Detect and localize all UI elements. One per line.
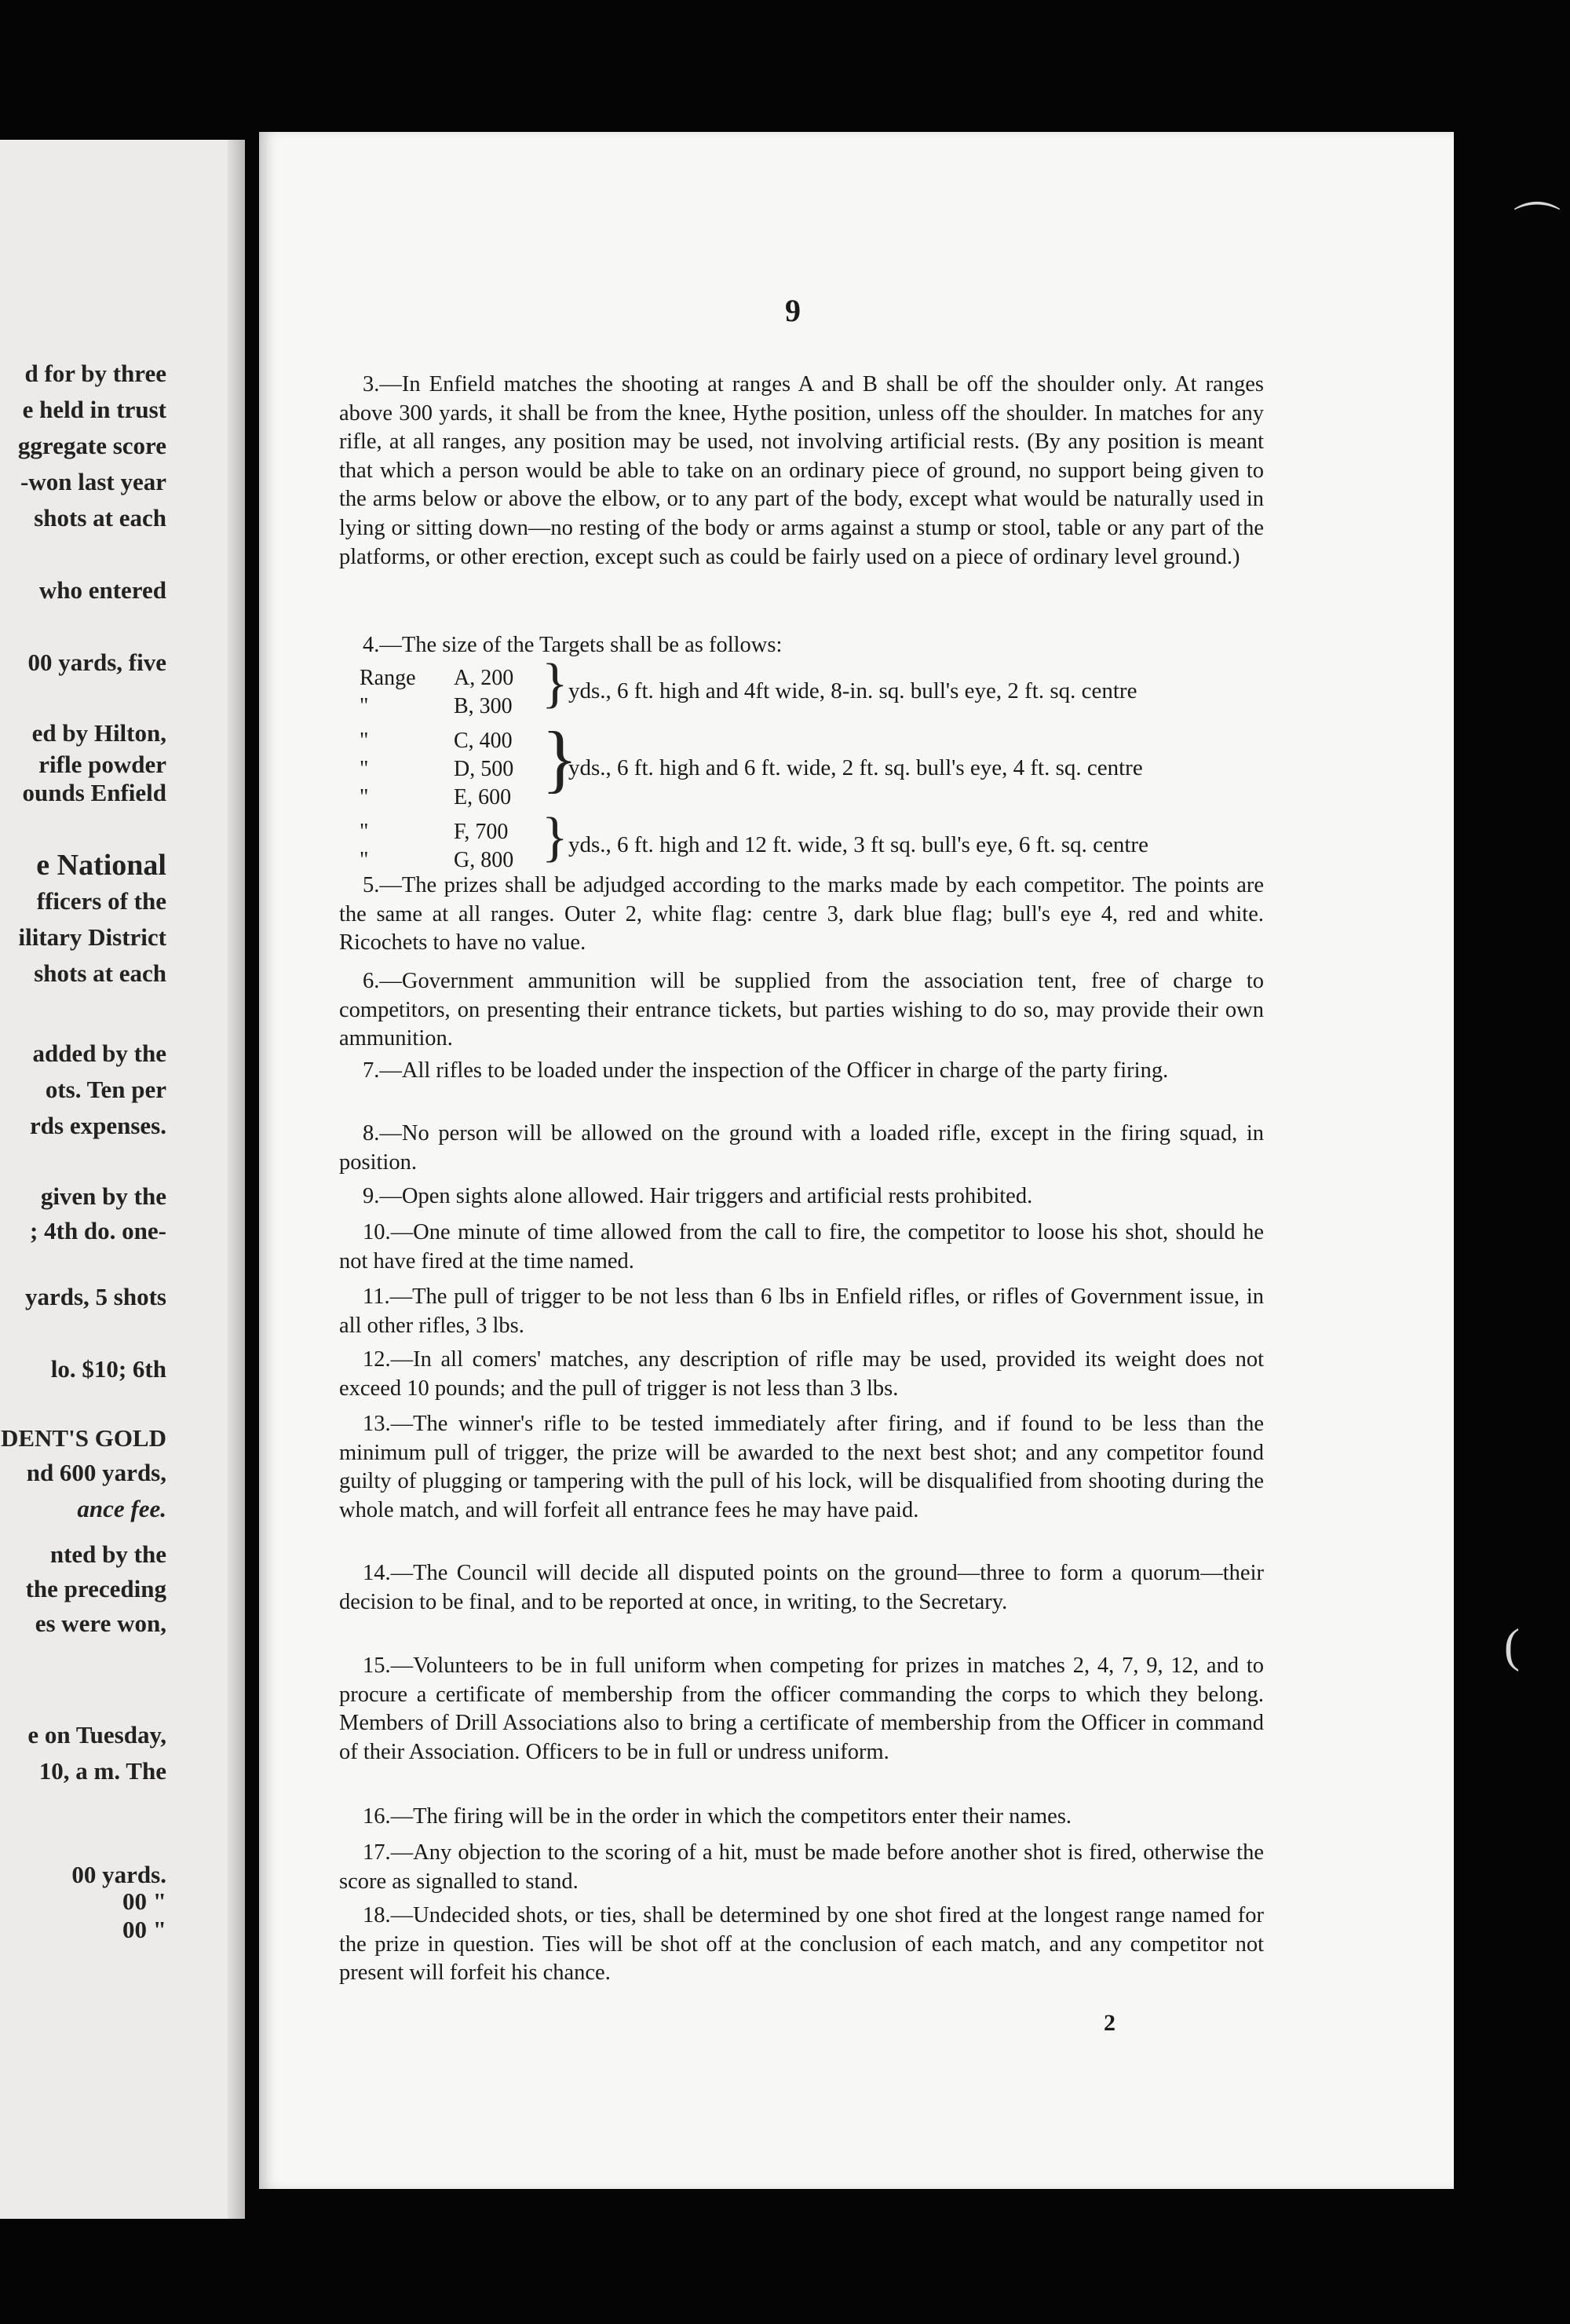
- range-label: ": [360, 694, 369, 718]
- left-page-line: nted by the: [49, 1540, 166, 1568]
- range-target-description: yds., 6 ft. high and 12 ft. wide, 3 ft sq. bull's eye, 6 ft. sq. centre: [568, 832, 1148, 857]
- left-page-line: lo. $10; 6th: [50, 1355, 166, 1383]
- rule-paragraph: 5.—The prizes shall be adjudged according to the marks made by each competitor. The points are the same at all ranges. Outer 2, white flag: centre 3, dark blue flag; bull's eye 4, red and white. Ricochets to have no value.: [339, 873, 1264, 956]
- range-label: ": [360, 848, 369, 872]
- left-page-line: d for by three: [24, 360, 166, 387]
- range-distance: F, 700: [454, 820, 509, 844]
- rule-paragraph: 14.—The Council will decide all disputed points on the ground—three to form a quorum—their decision to be final, and to be reported at once, in writing, to the Secretary.: [339, 1561, 1264, 1614]
- range-brace: }: [542, 653, 568, 714]
- page-number: 9: [785, 293, 801, 328]
- range-label: ": [360, 729, 369, 753]
- left-page-line: es were won,: [35, 1610, 166, 1637]
- rule-paragraph: 7.—All rifles to be loaded under the inspection of the Officer in charge of the party firing.: [363, 1058, 1169, 1083]
- range-distance: B, 300: [454, 694, 513, 718]
- left-page-line: ; 4th do. one-: [30, 1217, 166, 1244]
- left-page-line: shots at each: [34, 504, 166, 532]
- target-size-table: [360, 653, 1286, 872]
- range-distance: E, 600: [454, 785, 512, 809]
- left-page-fragment: [0, 140, 245, 2219]
- left-page-line: e National: [36, 849, 166, 882]
- rule-paragraph: 18.—Undecided shots, or ties, shall be determined by one shot fired at the longest range named for the prize in question. Ties will be shot off at the conclusion of each match, and any competitor not present will forfeit his chance.: [339, 1903, 1264, 1986]
- range-brace: }: [542, 807, 568, 868]
- range-label: ": [360, 757, 369, 781]
- left-page-line: the preceding: [25, 1575, 166, 1602]
- left-page-line: e on Tuesday,: [27, 1721, 166, 1748]
- rule-paragraph: 6.—Government ammunition will be supplied from the association tent, free of charge to competitors, on presenting their entrance tickets, but parties wishing to do so, may provide their own ammunition.: [339, 969, 1264, 1051]
- rule-paragraph: 3.—In Enfield matches the shooting at ranges A and B shall be off the shoulder only. At ranges above 300 yards, it shall be from the knee, Hythe position, unless off the shoulder. In matches for any rifle, at all ranges, any position may be used, not involving artificial rests. (By any position is meant that which a person would be able to take on an ordinary piece of ground, no support being given to the arms below or above the elbow, or to any part of the body, except what would be naturally used in lying or sitting down—no resting of the body or arms against a stump or stool, table or any part of the platforms, or other erection, except such as could be fairly used on a piece of ordinary level ground.): [339, 372, 1264, 569]
- left-page-line: e held in trust: [22, 396, 166, 423]
- left-page-line: ounds Enfield: [22, 779, 166, 806]
- range-target-description: yds., 6 ft. high and 6 ft. wide, 2 ft. sq. bull's eye, 4 ft. sq. centre: [568, 755, 1143, 780]
- left-page-line: DENT'S GOLD: [0, 1424, 166, 1452]
- left-page-line: rds expenses.: [30, 1112, 166, 1139]
- rule-paragraph: 17.—Any objection to the scoring of a hit, must be made before another shot is fired, otherwise the score as signalled to stand.: [339, 1840, 1264, 1894]
- rule-paragraph: 8.—No person will be allowed on the ground with a loaded rifle, except in the firing squad, in position.: [339, 1121, 1264, 1175]
- rule-paragraph: 4.—The size of the Targets shall be as follows:: [363, 633, 783, 657]
- left-page-line: ance fee.: [77, 1495, 166, 1522]
- rule-paragraph: 10.—One minute of time allowed from the call to fire, the competitor to loose his shot, should he not have fired at the time named.: [339, 1220, 1264, 1273]
- range-distance: G, 800: [454, 848, 514, 872]
- left-page-line: fficers of the: [36, 887, 166, 915]
- left-page-line: ots. Ten per: [45, 1076, 166, 1103]
- left-page-line: nd 600 yards,: [26, 1459, 166, 1486]
- left-page-line: ilitary District: [18, 923, 166, 951]
- range-target-description: yds., 6 ft. high and 4ft wide, 8-in. sq. bull's eye, 2 ft. sq. centre: [568, 678, 1137, 703]
- left-page-line: ggregate score: [17, 432, 166, 459]
- rule-paragraph: 15.—Volunteers to be in full uniform when competing for prizes in matches 2, 4, 7, 9, 12, and to procure a certificate of membership from the officer commanding the corps to which they belong. Members of Drill Associations also to bring a certificate of membership from the Officer in command of their Association. Officers to be in full or undress uniform.: [339, 1653, 1264, 1764]
- film-scratch-mark: (: [1504, 1620, 1520, 1672]
- left-page-line: yards, 5 shots: [24, 1283, 166, 1310]
- page-gutter: [228, 140, 245, 2219]
- range-brace: }: [542, 716, 579, 800]
- film-scratch-mark: ⌒: [1513, 200, 1561, 252]
- left-page-line: 00 yards, five: [27, 649, 166, 676]
- left-page-line: 00 ": [122, 1916, 166, 1943]
- left-page-line: who entered: [38, 576, 166, 604]
- rule-paragraph: 13.—The winner's rifle to be tested immediately after firing, and if found to be less than the minimum pull of trigger, the prize will be awarded to the next best shot; and any competitor found guilty of plugging or tampering with the pull of his lock, will be disqualified from shooting during the whole match, and will forfeit all entrance fees he may have paid.: [339, 1412, 1264, 1522]
- range-label: Range: [360, 666, 416, 690]
- left-page-line: ed by Hilton,: [31, 719, 166, 747]
- left-page-line: rifle powder: [38, 751, 166, 778]
- left-page-line: 10, a m. The: [38, 1757, 166, 1785]
- rule-paragraph: 12.—In all comers' matches, any description of rifle may be used, provided its weight does not exceed 10 pounds; and the pull of trigger is not less than 3 lbs.: [339, 1347, 1264, 1401]
- left-page-line: 00 yards.: [71, 1861, 166, 1888]
- range-label: ": [360, 785, 369, 809]
- range-row: [360, 784, 1286, 812]
- left-page-line: 00 ": [122, 1887, 166, 1915]
- left-page-line: -won last year: [20, 468, 166, 495]
- range-distance: C, 400: [454, 729, 513, 753]
- range-label: ": [360, 820, 369, 844]
- left-page-line: shots at each: [34, 959, 166, 987]
- range-distance: D, 500: [454, 757, 514, 781]
- rule-paragraph: 16.—The firing will be in the order in which the competitors enter their names.: [363, 1804, 1072, 1829]
- left-page-line: added by the: [32, 1040, 166, 1067]
- rule-paragraph: 11.—The pull of trigger to be not less than 6 lbs in Enfield rifles, or rifles of Government issue, in all other rifles, 3 lbs.: [339, 1284, 1264, 1338]
- rule-paragraph: 9.—Open sights alone allowed. Hair triggers and artificial rests prohibited.: [363, 1184, 1033, 1208]
- signature-mark: 2: [1104, 2010, 1115, 2036]
- range-distance: A, 200: [454, 666, 514, 690]
- left-page-line: given by the: [40, 1182, 166, 1210]
- range-row: [360, 727, 1286, 755]
